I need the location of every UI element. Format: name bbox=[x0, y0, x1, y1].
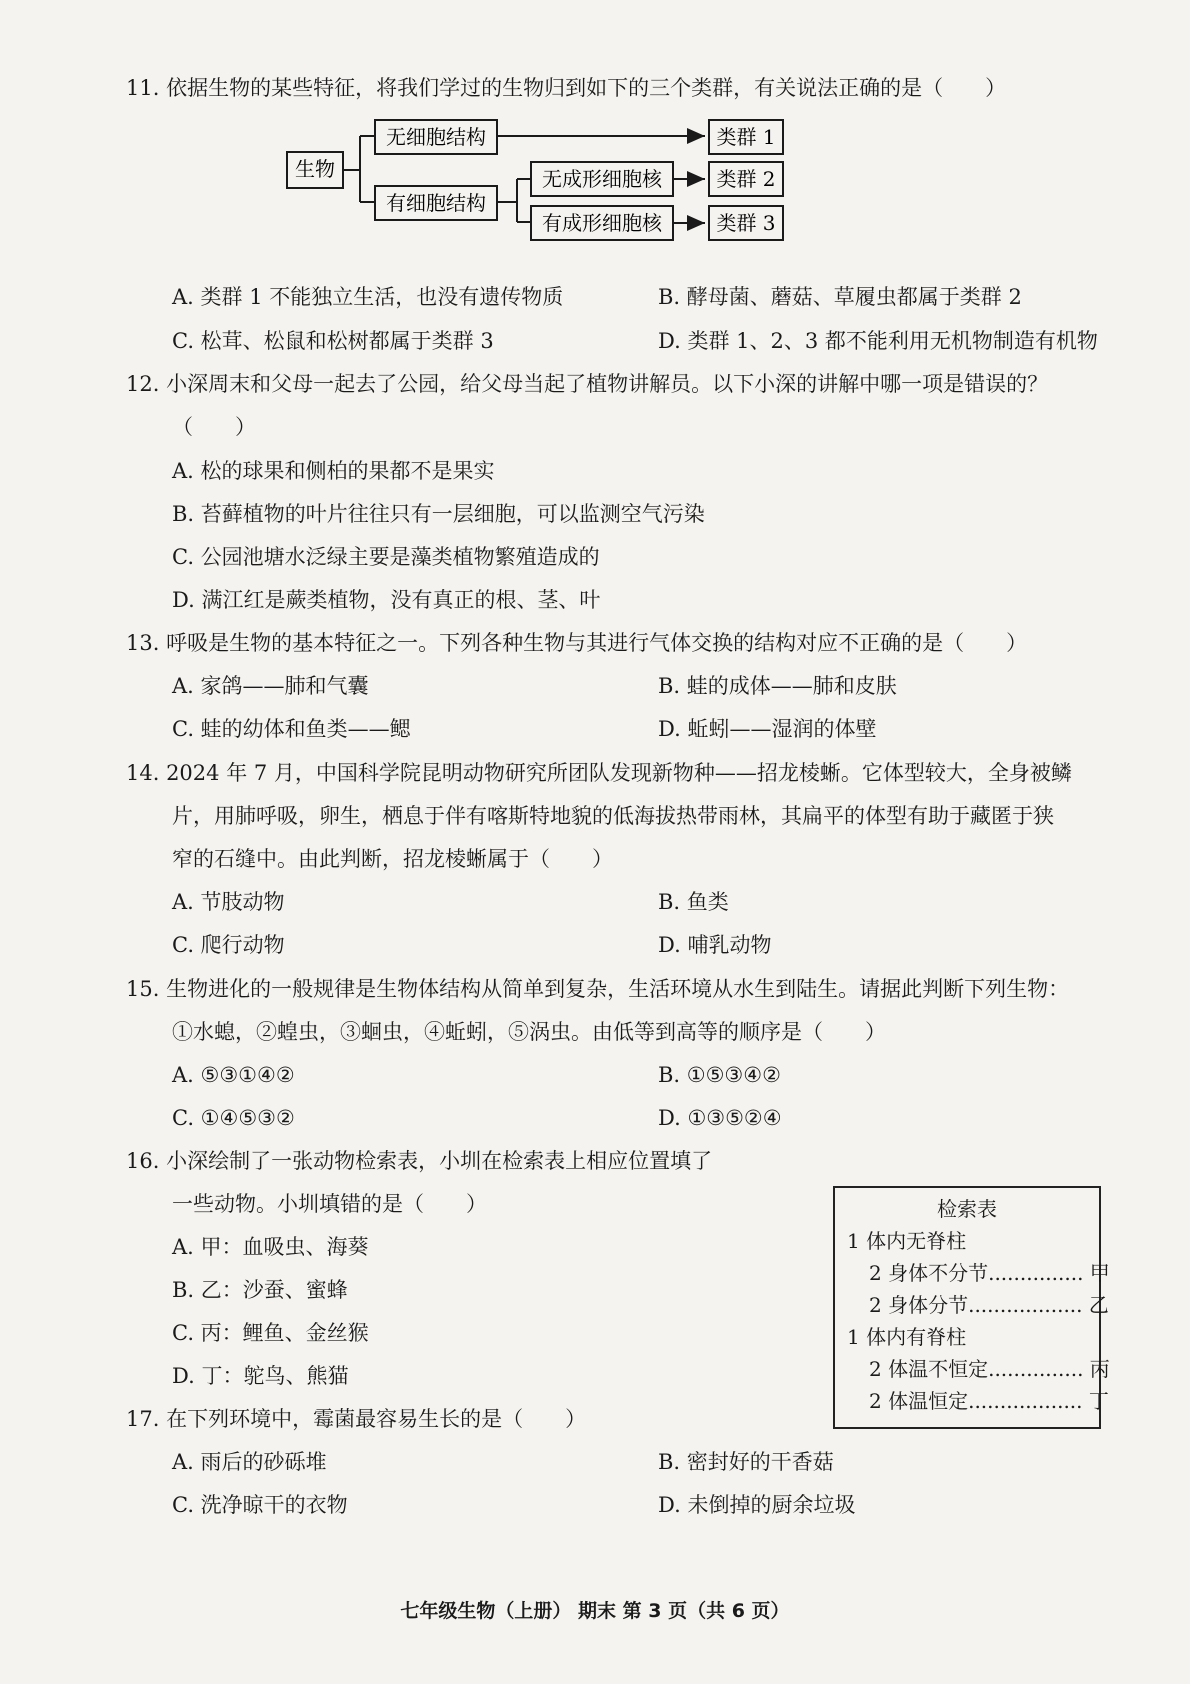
classification-diagram bbox=[285, 116, 805, 246]
q15-option-c[interactable]: C. ①④⑤③② bbox=[172, 1106, 295, 1130]
label-group2: 类群 2 bbox=[716, 167, 776, 191]
label-group1: 类群 1 bbox=[716, 125, 776, 149]
question-15-line-2: ①水螅，②蝗虫，③蛔虫，④蚯蚓，⑤涡虫。由低等到高等的顺序是（ ） bbox=[172, 1020, 886, 1044]
q13-option-a[interactable]: A. 家鸽——肺和气囊 bbox=[172, 674, 369, 698]
label-has-nucleus: 有成形细胞核 bbox=[542, 211, 662, 235]
question-15-line-1: 15. 生物进化的一般规律是生物体结构从简单到复杂，生活环境从水生到陆生。请据此判断下列生物： bbox=[126, 977, 1070, 1001]
question-17-stem: 17. 在下列环境中，霉菌最容易生长的是（ ） bbox=[126, 1407, 587, 1431]
label-acellular: 无细胞结构 bbox=[386, 125, 486, 149]
q12-option-d[interactable]: D. 满江红是蕨类植物，没有真正的根、茎、叶 bbox=[172, 588, 601, 612]
page-footer: 七年级生物（上册） 期末 第 3 页（共 6 页） bbox=[400, 1600, 790, 1622]
label-no-nucleus: 无成形细胞核 bbox=[542, 167, 662, 191]
q12-option-a[interactable]: A. 松的球果和侧柏的果都不是果实 bbox=[172, 459, 495, 483]
q14-option-a[interactable]: A. 节肢动物 bbox=[172, 890, 285, 914]
question-12-stem: 12. 小深周末和父母一起去了公园，给父母当起了植物讲解员。以下小深的讲解中哪一项是错误的？ bbox=[126, 372, 1049, 396]
q17-option-a[interactable]: A. 雨后的砂砾堆 bbox=[172, 1450, 327, 1474]
q15-option-b[interactable]: B. ①⑤③④② bbox=[658, 1063, 781, 1087]
question-16-line-2: 一些动物。小圳填错的是（ ） bbox=[172, 1192, 487, 1216]
key-row-2: 2 身体不分节............... 甲 bbox=[869, 1261, 1110, 1285]
q17-option-d[interactable]: D. 未倒掉的厨余垃圾 bbox=[658, 1493, 856, 1517]
q11-option-c[interactable]: C. 松茸、松鼠和松树都属于类群 3 bbox=[172, 329, 494, 353]
key-table-title: 检索表 bbox=[937, 1197, 997, 1221]
q16-option-d[interactable]: D. 丁：鸵鸟、熊猫 bbox=[172, 1364, 349, 1388]
q12-option-b[interactable]: B. 苔藓植物的叶片往往只有一层细胞，可以监测空气污染 bbox=[172, 502, 705, 526]
question-12-paren: （ ） bbox=[172, 415, 256, 439]
key-row-6: 2 体温恒定.................. 丁 bbox=[869, 1389, 1109, 1413]
q16-option-a[interactable]: A. 甲：血吸虫、海葵 bbox=[172, 1235, 369, 1259]
key-row-3: 2 身体分节.................. 乙 bbox=[869, 1293, 1109, 1317]
q14-option-b[interactable]: B. 鱼类 bbox=[658, 890, 729, 914]
q11-option-b[interactable]: B. 酵母菌、蘑菇、草履虫都属于类群 2 bbox=[658, 285, 1022, 309]
label-group3: 类群 3 bbox=[716, 211, 776, 235]
q12-option-c[interactable]: C. 公园池塘水泛绿主要是藻类植物繁殖造成的 bbox=[172, 545, 600, 569]
dichotomous-key-table bbox=[833, 1186, 1110, 1429]
q11-option-a[interactable]: A. 类群 1 不能独立生活，也没有遗传物质 bbox=[172, 285, 564, 309]
q14-option-c[interactable]: C. 爬行动物 bbox=[172, 933, 285, 957]
q17-option-c[interactable]: C. 洗净晾干的衣物 bbox=[172, 1493, 348, 1517]
q15-option-d[interactable]: D. ①③⑤②④ bbox=[658, 1106, 782, 1130]
q11-option-d[interactable]: D. 类群 1、2、3 都不能利用无机物制造有机物 bbox=[658, 329, 1098, 353]
q17-option-b[interactable]: B. 密封好的干香菇 bbox=[658, 1450, 834, 1474]
q13-option-c[interactable]: C. 蛙的幼体和鱼类——鳃 bbox=[172, 717, 411, 741]
key-row-1: 1 体内无脊柱 bbox=[847, 1229, 967, 1253]
question-11-stem: 11. 依据生物的某些特征，将我们学过的生物归到如下的三个类群，有关说法正确的是（ ） bbox=[126, 76, 1007, 100]
q13-option-b[interactable]: B. 蛙的成体——肺和皮肤 bbox=[658, 674, 897, 698]
key-row-5: 2 体温不恒定............... 丙 bbox=[869, 1357, 1110, 1381]
label-cellular: 有细胞结构 bbox=[386, 191, 486, 215]
question-16-line-1: 16. 小深绘制了一张动物检索表，小圳在检索表上相应位置填了 bbox=[126, 1149, 713, 1173]
question-14-line-3: 窄的石缝中。由此判断，招龙棱蜥属于（ ） bbox=[172, 847, 613, 871]
key-row-4: 1 体内有脊柱 bbox=[847, 1325, 967, 1349]
q13-option-d[interactable]: D. 蚯蚓——湿润的体壁 bbox=[658, 717, 877, 741]
q14-option-d[interactable]: D. 哺乳动物 bbox=[658, 933, 772, 957]
q16-option-b[interactable]: B. 乙：沙蚕、蜜蜂 bbox=[172, 1278, 348, 1302]
question-13-stem: 13. 呼吸是生物的基本特征之一。下列各种生物与其进行气体交换的结构对应不正确的是（ ） bbox=[126, 631, 1028, 655]
q15-option-a[interactable]: A. ⑤③①④② bbox=[172, 1063, 295, 1087]
question-14-line-2: 片，用肺呼吸，卵生，栖息于伴有喀斯特地貌的低海拔热带雨林，其扁平的体型有助于藏匿于狭 bbox=[172, 804, 1054, 828]
label-root: 生物 bbox=[295, 157, 335, 181]
question-14-line-1: 14. 2024 年 7 月，中国科学院昆明动物研究所团队发现新物种——招龙棱蜥。它体型较大，全身被鳞 bbox=[126, 761, 1072, 785]
q16-option-c[interactable]: C. 丙：鲤鱼、金丝猴 bbox=[172, 1321, 369, 1345]
